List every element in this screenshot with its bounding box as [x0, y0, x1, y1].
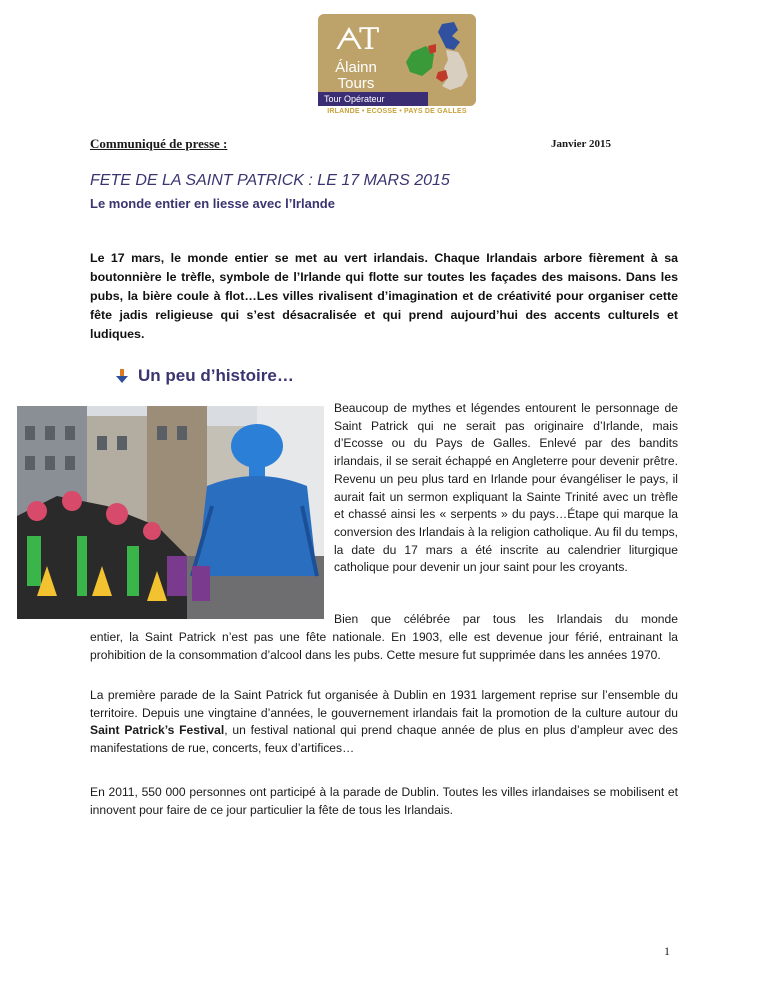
- logo-monogram: ᗅT: [334, 22, 376, 57]
- logo-tagline: Tour Opérateur: [318, 92, 428, 106]
- p3-text-after: , un festival national qui prend chaque année de plus en plus d’ampleur avec des manifestations de rue, concerts, feux d’artifices…: [90, 723, 678, 756]
- parade-photo: [17, 406, 324, 619]
- history-paragraph-2-first-line: Bien que célébrée par tous les Irlandais du monde: [334, 612, 678, 626]
- history-paragraph-2: entier, la Saint Patrick n’est pas une fête nationale. En 1903, elle est devenue jour férié, entrainant la prohibition de la consommation d’alcool dans les pubs. Cette mesure fut supprimée dans les années 1970.: [90, 630, 678, 662]
- press-release-label: Communiqué de presse :: [90, 136, 228, 151]
- logo-name-line1: Álainn: [335, 59, 377, 76]
- logo-name-line2: Tours: [337, 75, 375, 92]
- festival-name: Saint Patrick’s Festival: [90, 723, 225, 738]
- company-logo: [318, 14, 476, 122]
- document-subtitle: Le monde entier en liesse avec l’Irlande: [90, 196, 335, 211]
- section-heading-text: Un peu d’histoire…: [138, 366, 294, 385]
- p3-text-before: La première parade de la Saint Patrick fut organisée à Dublin en 1931 largement reprise sur l’ensemble du territoire. Depuis une vingtaine d’années, le gouvernement irlandais fait la promotion de la culture autour du: [90, 688, 678, 720]
- history-paragraph-3: [90, 687, 678, 758]
- history-paragraph-1: Beaucoup de mythes et légendes entourent le personnage de Saint Patrick qui ne serait pas originaire d’Irlande, mais d’Ecosse ou du Pays de Galles. Enlevé par des bandits irlandais, il se serait échappé en Angleterre pour devenir prêtre. Revenu un peu plus tard en Irlande pour évangéliser le pays, il aurait fait un sermon expliquant la Sainte Trinité avec un trèfle et chassé ainsi les « serpents » du pays…Étape qui marque la conversion des Irlandais à la religion catholique. Au fil du temps, la date du 17 mars a été inscrite au calendrier liturgique catholique pour devenir un jour saint pour les croyants.: [334, 401, 678, 575]
- press-release-date: Janvier 2015: [551, 138, 611, 150]
- arrow-bullet-icon: [114, 368, 130, 384]
- lead-paragraph: Le 17 mars, le monde entier se met au vert irlandais. Chaque Irlandais arbore fièrement à sa boutonnière le trèfle, symbole de l’Irlande qui flotte sur toutes les façades des maisons. Dans les pubs, la bière coule à flot…Les villes rivalisent d’imagination et de créativité pour organiser cette fête jadis religieuse qui s’est désacralisée et qui prend aujourd’hui des accents culturels et ludiques.: [90, 251, 678, 341]
- page-number: 1: [664, 944, 670, 958]
- history-paragraph-4: En 2011, 550 000 personnes ont participé à la parade de Dublin. Toutes les villes irlandaises se mobilisent et innovent pour faire de ce jour particulier la fête de tous les Irlandais.: [90, 785, 678, 817]
- document-title: FETE DE LA SAINT PATRICK : LE 17 MARS 2015: [90, 172, 450, 189]
- british-isles-map-icon: [402, 20, 472, 100]
- logo-countries: IRLANDE • ECOSSE • PAYS DE GALLES: [327, 108, 467, 115]
